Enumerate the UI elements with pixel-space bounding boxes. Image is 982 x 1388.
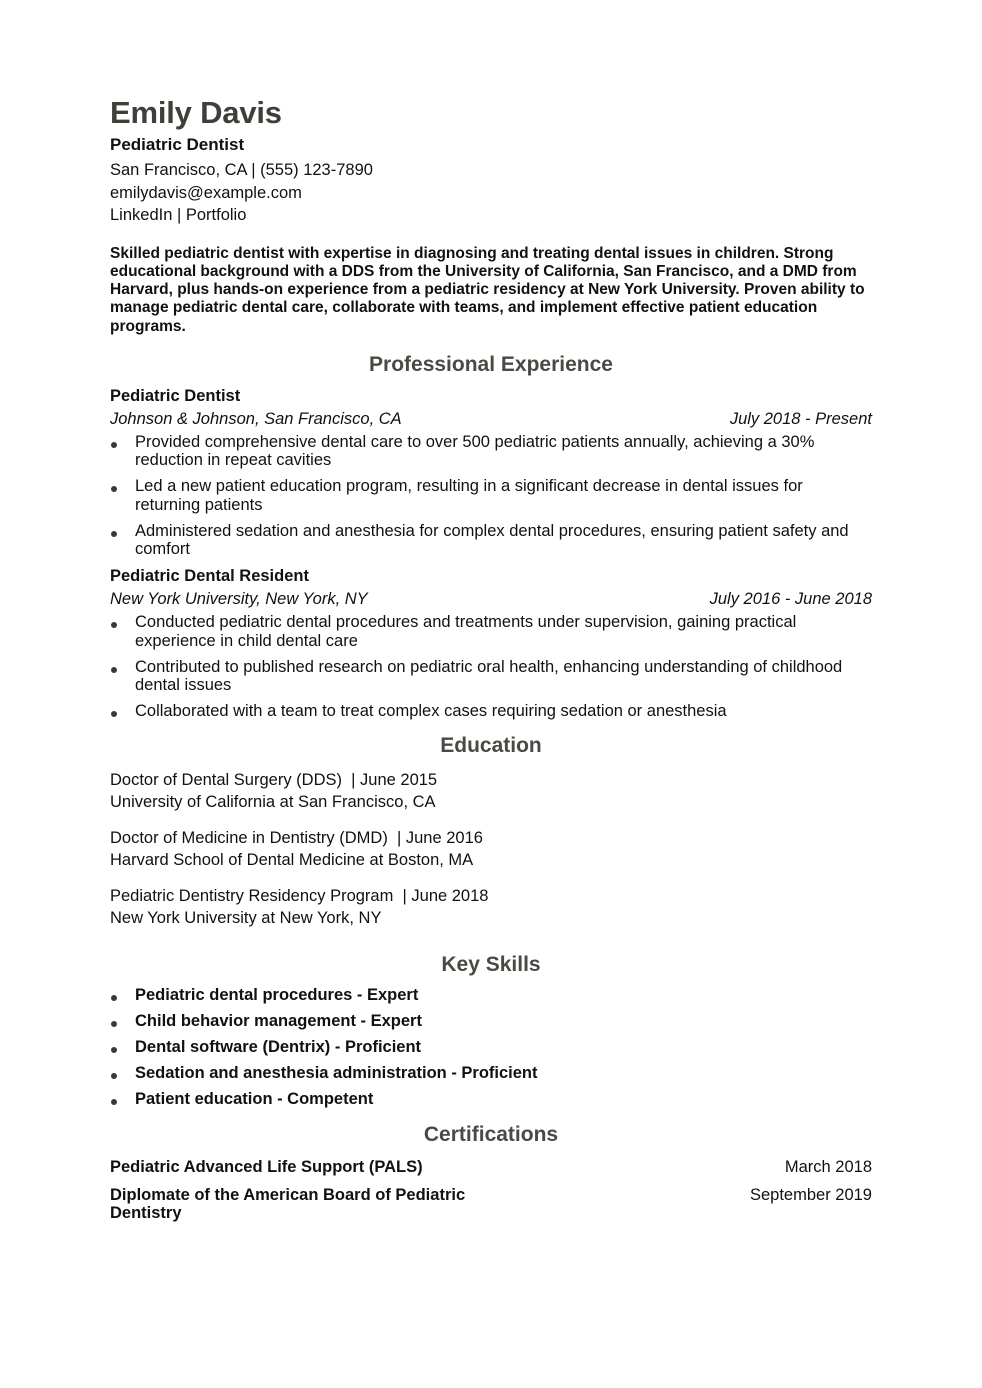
skills-heading: Key Skills (441, 952, 541, 976)
job-meta (110, 587, 872, 611)
job-company: Johnson & Johnson, San Francisco, CA (110, 409, 402, 428)
job-achievements (110, 433, 872, 559)
achievement-text: Collaborated with a team to treat complex cases requiring sedation or anesthesia (135, 702, 727, 721)
job-company: New York University, New York, NY (110, 590, 368, 609)
degree-line: Doctor of Medicine in Dentistry (DMD) | June 2016 (110, 828, 483, 847)
school-line: New York University at New York, NY (110, 909, 382, 928)
bullet-dot-icon (111, 667, 117, 673)
skill-text: Patient education - Competent (135, 1089, 374, 1108)
achievement-item (110, 433, 872, 470)
skill-text: Child behavior management - Expert (135, 1011, 422, 1030)
candidate-name: Emily Davis (110, 95, 282, 130)
skill-text: Sedation and anesthesia administration - Proficient (135, 1063, 538, 1082)
achievement-item (110, 613, 872, 650)
achievement-text: Contributed to published research on pediatric oral health, enhancing understanding of childhood dental issues (135, 657, 843, 695)
education-entry (110, 769, 872, 814)
certification-date: September 2019 (749, 1185, 872, 1204)
education-heading: Education (440, 733, 542, 757)
job-role: Pediatric Dental Resident (110, 567, 309, 586)
achievement-text: Administered sedation and anesthesia for complex dental procedures, ensuring patient safety and comfort (135, 521, 849, 559)
achievement-text: Conducted pediatric dental procedures and treatments under supervision, gaining practical experience in child dental care (135, 613, 797, 650)
job-dates: July 2018 - Present (729, 409, 872, 428)
skill-item (110, 1064, 872, 1083)
bullet-dot-icon (111, 1073, 117, 1079)
bullet-dot-icon (111, 1099, 117, 1105)
location-phone: San Francisco, CA | (555) 123-7890 (110, 161, 373, 179)
education-entry (110, 827, 872, 872)
skill-text: Dental software (Dentrix) - Proficient (135, 1037, 422, 1056)
achievement-item (110, 702, 872, 721)
bullet-dot-icon (111, 995, 117, 1001)
certification-name: Pediatric Advanced Life Support (PALS) (110, 1158, 423, 1177)
job-achievements (110, 613, 872, 721)
experience-entry (110, 566, 872, 721)
education-list (110, 769, 872, 930)
achievement-text: Provided comprehensive dental care to over 500 pediatric patients annually, achieving a 30% reduction in repeat cavities (135, 432, 815, 470)
linkedin-link[interactable]: LinkedIn (110, 206, 173, 224)
resume-content (110, 94, 872, 1232)
skill-item (110, 1038, 872, 1057)
candidate-title: Pediatric Dentist (110, 135, 245, 154)
certifications-heading: Certifications (423, 1123, 559, 1147)
job-dates: July 2016 - June 2018 (709, 590, 872, 609)
skills-list (110, 986, 872, 1109)
certification-entry (110, 1158, 872, 1177)
job-meta (110, 407, 872, 431)
degree-line: Pediatric Dentistry Residency Program | June 2018 (110, 886, 489, 905)
achievement-text: Led a new patient education program, resulting in a significant decrease in dental issues for returning patients (135, 477, 803, 514)
skill-text: Pediatric dental procedures - Expert (135, 985, 419, 1004)
education-entry (110, 885, 872, 930)
portfolio-link[interactable]: Portfolio (185, 206, 247, 224)
achievement-item (110, 522, 872, 559)
achievement-item (110, 658, 872, 695)
link-separator: | (172, 206, 186, 224)
bullet-dot-icon (111, 531, 117, 537)
bullet-dot-icon (111, 711, 117, 717)
professional-summary: Skilled pediatric dentist with expertise in diagnosing and treating dental issues in children. Strong educational background with a DDS from the University of California, San Francisco, and a DMD from Harvard, plus hands-on experience from a pediatric residency at New York University. Proven ability to manage pediatric dental care, collaborate with teams, and implement effective patient education programs. (110, 244, 865, 335)
bullet-dot-icon (111, 622, 117, 628)
school-line: Harvard School of Dental Medicine at Boston, MA (110, 851, 474, 870)
certification-entry (110, 1186, 872, 1223)
email-link[interactable]: emilydavis@example.com (110, 183, 302, 202)
profile-links (110, 204, 872, 227)
bullet-dot-icon (111, 1021, 117, 1027)
skill-item (110, 986, 872, 1005)
skill-item (110, 1090, 872, 1109)
bullet-dot-icon (111, 442, 117, 448)
achievement-item (110, 477, 872, 514)
school-line: University of California at San Francisco, CA (110, 793, 436, 812)
contact-info (110, 159, 872, 227)
skill-item (110, 1012, 872, 1031)
degree-line: Doctor of Dental Surgery (DDS) | June 2015 (110, 770, 438, 789)
experience-entry (110, 386, 872, 559)
certification-date: March 2018 (784, 1158, 872, 1177)
certifications-list (110, 1158, 872, 1223)
bullet-dot-icon (111, 486, 117, 492)
certification-name: Diplomate of the American Board of Pediatric Dentistry (110, 1185, 466, 1223)
resume-header (110, 94, 872, 227)
experience-heading: Professional Experience (369, 352, 613, 376)
bullet-dot-icon (111, 1047, 117, 1053)
job-role: Pediatric Dentist (110, 386, 241, 405)
